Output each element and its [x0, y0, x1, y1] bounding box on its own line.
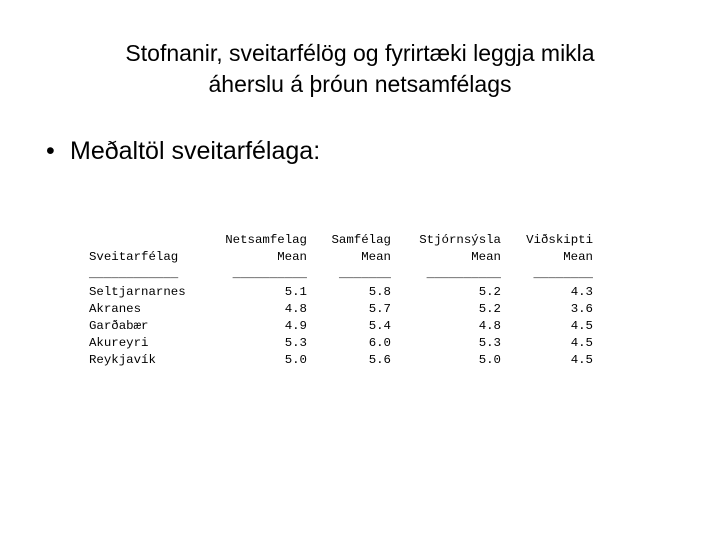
cell-netsamfelag: 5.0 [284, 353, 307, 368]
row-label: Seltjarnarnes [89, 284, 186, 299]
title-line-1: Stofnanir, sveitarfélög og fyrirtæki leggja mikla [125, 40, 595, 66]
header-top-vidskipti: Viðskipti [526, 233, 593, 247]
slide-title [40, 38, 680, 100]
table-row [89, 352, 593, 369]
table-row [89, 318, 593, 335]
cell-netsamfelag: 5.3 [284, 336, 307, 351]
header-top-label [89, 232, 203, 249]
bullet-item [46, 136, 320, 166]
rule-col-1: __________ [232, 267, 307, 282]
rule-col-0: ____________ [89, 267, 179, 282]
row-label: Garðabær [89, 318, 149, 333]
bullet-text: Meðaltöl sveitarfélaga: [70, 137, 321, 165]
header-mean-samfelag: Mean [361, 250, 391, 265]
cell-vidskipti: 4.5 [570, 318, 593, 333]
rule-col-2: _______ [338, 267, 391, 282]
header-top-netsamfelag: Netsamfelag [225, 233, 307, 247]
row-label: Akranes [89, 301, 142, 316]
header-top-stjornsysla: Stjórnsýsla [419, 233, 501, 247]
row-label: Reykjavík [89, 353, 156, 368]
header-row-top [89, 232, 593, 249]
rule-col-3: __________ [426, 267, 501, 282]
cell-samfelag: 5.7 [368, 301, 391, 316]
cell-vidskipti: 3.6 [570, 301, 593, 316]
cell-samfelag: 5.6 [368, 353, 391, 368]
cell-vidskipti: 4.3 [570, 284, 593, 299]
means-table [89, 232, 593, 370]
table-row [89, 284, 593, 301]
cell-stjornsysla: 5.2 [478, 301, 501, 316]
header-mean-vidskipti: Mean [563, 250, 593, 265]
cell-netsamfelag: 5.1 [284, 284, 307, 299]
header-row-bottom [89, 249, 593, 266]
cell-samfelag: 5.8 [368, 284, 391, 299]
header-sveitarfelag: Sveitarfélag [89, 250, 179, 265]
cell-netsamfelag: 4.9 [284, 318, 307, 333]
cell-stjornsysla: 4.8 [478, 318, 501, 333]
title-line-2: áherslu á þróun netsamfélags [208, 71, 512, 97]
header-mean-netsamfelag: Mean [277, 250, 307, 265]
rule-row [89, 266, 593, 283]
table-row [89, 301, 593, 318]
cell-stjornsysla: 5.0 [478, 353, 501, 368]
cell-samfelag: 6.0 [368, 336, 391, 351]
cell-stjornsysla: 5.2 [478, 284, 501, 299]
row-label: Akureyri [89, 336, 149, 351]
rule-col-4: ________ [533, 267, 593, 282]
cell-stjornsysla: 5.3 [478, 336, 501, 351]
cell-samfelag: 5.4 [368, 318, 391, 333]
cell-vidskipti: 4.5 [570, 336, 593, 351]
table-row [89, 335, 593, 352]
cell-netsamfelag: 4.8 [284, 301, 307, 316]
header-mean-stjornsysla: Mean [471, 250, 501, 265]
header-top-samfelag: Samfélag [331, 233, 391, 247]
bullet-marker: • [46, 137, 55, 165]
cell-vidskipti: 4.5 [570, 353, 593, 368]
